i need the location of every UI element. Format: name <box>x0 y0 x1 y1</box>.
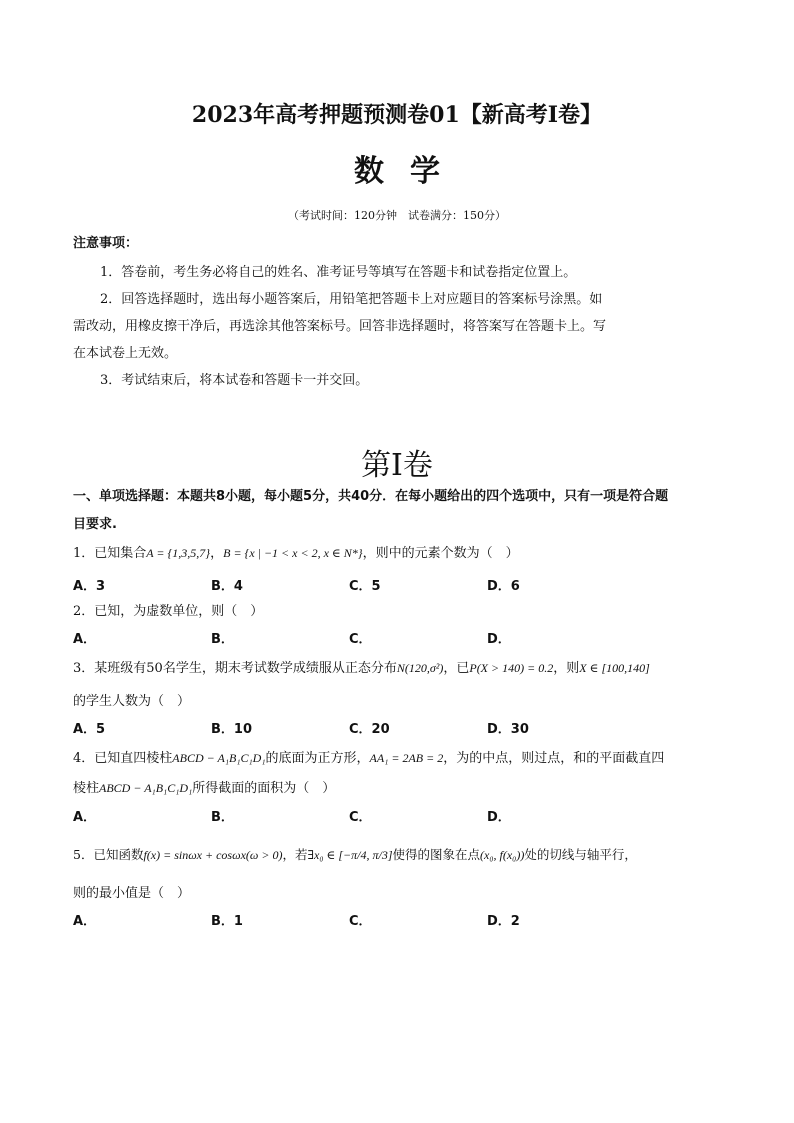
question-text: 4．已知直四棱柱 <box>73 751 173 766</box>
option-b: B．4 <box>211 579 243 594</box>
exam-meta: （考试时间：120分钟 试卷满分：150分） <box>288 209 506 222</box>
option-d: D．6 <box>487 579 520 594</box>
question-4 <box>73 747 664 766</box>
option-c: C．20 <box>349 722 390 737</box>
question-text: 所得截面的面积为（ ） <box>192 781 336 796</box>
option-c: C．5 <box>349 579 381 594</box>
option-d: D． <box>487 810 511 825</box>
math-expression: A = {1,3,5,7} <box>146 546 211 560</box>
math-expression: ABCD − A₁B₁C₁D₁ <box>172 751 266 765</box>
section-header-cont: 目要求. <box>73 517 117 532</box>
question-text: 棱柱 <box>73 781 100 796</box>
math-expression: f(x) = sinωx + cosωx(ω > 0) <box>143 848 283 862</box>
question-text: ，则中的元素个数为（ ） <box>362 546 519 561</box>
notice-item-2-end: 在本试卷上无效。 <box>73 346 178 361</box>
question-text: 1．已知集合 <box>73 546 147 561</box>
option-d: D． <box>487 632 511 647</box>
question-5 <box>73 845 637 863</box>
subject-heading: 数学 <box>354 154 466 189</box>
notice-heading: 注意事项： <box>73 236 139 251</box>
question-text: 3．某班级有50名学生，期末考试数学成绩服从正态分布 <box>73 661 397 676</box>
option-b: B．10 <box>211 722 252 737</box>
math-expression: N(120,σ²) <box>396 661 444 675</box>
option-d: D．2 <box>487 914 520 929</box>
math-expression: P(X > 140) = 0.2 <box>469 661 554 675</box>
option-a: A． <box>73 632 97 647</box>
option-b: B． <box>211 632 234 647</box>
question-text: ，则 <box>553 661 580 676</box>
question-text: ，已 <box>443 661 470 676</box>
option-c: C． <box>349 914 372 929</box>
option-c: C． <box>349 810 372 825</box>
question-4-cont <box>73 777 335 796</box>
question-text: 处的切线与轴平行， <box>524 847 637 862</box>
math-expression: (x₀, f(x₀)) <box>480 848 525 862</box>
notice-item-2: 2．回答选择题时，选出每小题答案后，用铅笔把答题卡上对应题目的答案标号涂黑。如 <box>100 292 603 307</box>
option-a: A．5 <box>73 722 106 737</box>
math-expression: ABCD − A₁B₁C₁D₁ <box>99 781 193 795</box>
option-c: C． <box>349 632 372 647</box>
notice-item-3: 3．考试结束后，将本试卷和答题卡一并交回。 <box>100 373 369 388</box>
option-d: D．30 <box>487 722 529 737</box>
question-5-cont: 则的最小值是（ ） <box>73 886 191 901</box>
option-a: A．3 <box>73 579 106 594</box>
math-expression: X ∈ [100,140] <box>579 661 650 675</box>
question-text: ，若 <box>282 847 308 862</box>
option-a: A． <box>73 810 97 825</box>
math-expression: B = {x | −1 < x < 2, x ∈ N*} <box>223 546 363 560</box>
option-a: A． <box>73 914 97 929</box>
question-3-cont: 的学生人数为（ ） <box>73 694 191 709</box>
question-3 <box>73 657 650 676</box>
volume-title: 第Ⅰ卷 <box>361 448 433 483</box>
notice-item-2-cont: 需改动，用橡皮擦干净后，再选涂其他答案标号。回答非选择题时，将答案写在答题卡上。写 <box>73 319 607 334</box>
math-expression: AA₁ = 2AB = 2 <box>369 751 444 765</box>
question-text: 使得的图象在点 <box>392 847 481 862</box>
section-header: 一、单项选择题：本题共8小题，每小题5分，共40分．在每小题给出的四个选项中，只有一项是符合题 <box>73 489 669 504</box>
paper-title: 2023年高考押题预测卷01【新高考Ⅰ卷】 <box>191 102 603 128</box>
math-expression: ∃x₀ ∈ [−π/4, π/3] <box>307 848 393 862</box>
question-text: ， <box>210 546 224 561</box>
option-b: B． <box>211 810 234 825</box>
notice-item-1: 1．答卷前，考生务必将自己的姓名、准考证号等填写在答题卡和试卷指定位置上。 <box>100 265 577 280</box>
question-2: 2．已知，为虚数单位，则（ ） <box>73 604 264 619</box>
question-text: 的底面为正方形， <box>265 751 370 766</box>
question-text: ，为的中点，则过点，和的平面截直四 <box>443 751 665 766</box>
option-b: B．1 <box>211 914 243 929</box>
question-1 <box>73 542 519 561</box>
question-text: 5．已知函数 <box>73 847 144 862</box>
